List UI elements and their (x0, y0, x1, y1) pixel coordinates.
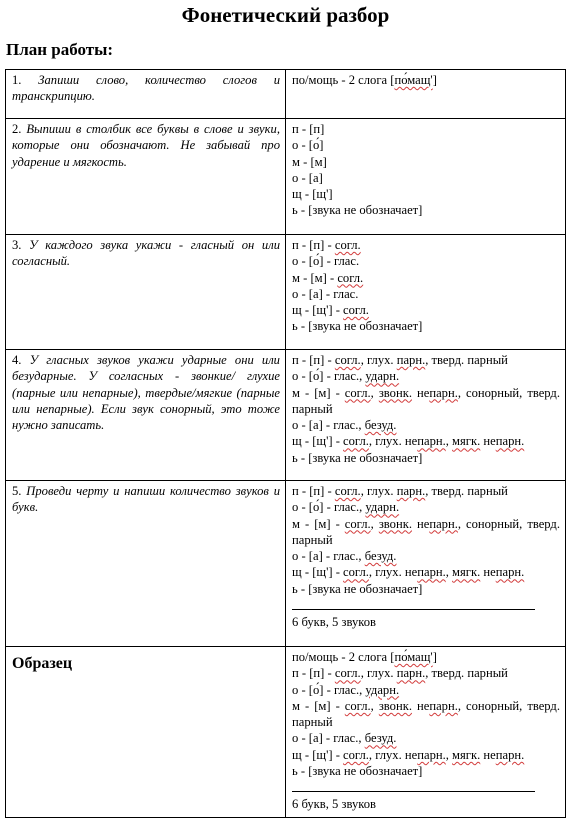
answer-line: м - [м] - согл., звонк. непарн., сонорный, тверд. парный (292, 516, 560, 547)
task-number: 3. (12, 238, 22, 252)
answer-line: о - [а] (292, 170, 323, 185)
answer-line: о - [а] - глас., безуд. (292, 418, 397, 433)
task-text: У гласных звуков укажи ударные они или безударные. У согласных - звонкие/ глухие (парные или непарные), твердые/мягкие (парные или непарные). Если звук сонорный, это тоже нужно записать. (12, 353, 280, 433)
answer-line: ь - [звука не обозначает] (292, 450, 423, 465)
table-row (6, 647, 566, 818)
task-cell (6, 119, 286, 235)
answer-line: ь - [звука не обозначает] (292, 581, 423, 596)
task-text: Выпиши в столбик все буквы в слове и звуки, которые они обозначают. Не забывай про ударение и мягкость. (12, 122, 280, 169)
page-title: Фонетический разбор (181, 3, 390, 27)
answer-line: ь - [звука не обозначает] (292, 319, 423, 334)
answer-line: п - [п] - согл. (292, 238, 361, 252)
answer-line: о - [о́] - глас. (292, 254, 360, 269)
answer-cell (286, 350, 566, 481)
task-number: 2. (12, 122, 22, 136)
answer-line: п - [п] - согл., глух. парн., тверд. парный (292, 666, 508, 681)
answer-line: щ - [щ'] - согл., глух. непарн., мягк. непарн. (292, 434, 525, 449)
answer-line: о - [о́] - глас., ударн. (292, 682, 400, 697)
answer-line: о - [а] - глас. (292, 286, 359, 301)
summary-line: 6 букв, 5 звуков (292, 615, 376, 630)
answer-line: по/мощь - 2 слога [по́мащ'] (292, 73, 437, 87)
answer-line: м - [м] - согл., звонк. непарн., сонорный, тверд. парный (292, 385, 560, 416)
answer-line: щ - [щ'] - согл. (292, 303, 369, 318)
task-number: 5. (12, 484, 22, 498)
answer-cell (286, 647, 566, 818)
answer-line: щ - [щ'] (292, 187, 333, 202)
divider-line (292, 779, 535, 792)
answer-line: ь - [звука не обозначает] (292, 764, 423, 779)
table-row (6, 70, 566, 119)
answer-line: о - [о́] - глас., ударн. (292, 369, 400, 384)
plan-heading: План работы: (6, 40, 114, 59)
summary-line: 6 букв, 5 звуков (292, 797, 376, 812)
task-cell (6, 235, 286, 350)
task-number: 4. (12, 353, 22, 367)
answer-line: о - [о́] - глас., ударн. (292, 500, 400, 515)
answer-cell (286, 70, 566, 119)
answer-line: ь - [звука не обозначает] (292, 203, 423, 218)
task-text: Запиши слово, количество слогов и транскрипцию. (12, 73, 281, 104)
answer-line: п - [п] (292, 122, 325, 136)
sample-label: Образец (12, 655, 73, 672)
answer-line: м - [м] - согл. (292, 270, 364, 285)
table-row (6, 350, 566, 481)
answer-line: п - [п] - согл., глух. парн., тверд. парный (292, 484, 508, 498)
answer-line: о - [а] - глас., безуд. (292, 549, 397, 564)
divider-line (292, 597, 535, 610)
task-text: Проведи черту и напиши количество звуков и букв. (12, 484, 280, 515)
answer-cell (286, 119, 566, 235)
answer-line: щ - [щ'] - согл., глух. непарн., мягк. непарн. (292, 565, 525, 580)
answer-line: о - [а] - глас., безуд. (292, 731, 397, 746)
answer-line: о - [о́] (292, 138, 324, 153)
answer-cell (286, 481, 566, 647)
table-row (6, 119, 566, 235)
task-cell (6, 70, 286, 119)
answer-line: щ - [щ'] - согл., глух. непарн., мягк. непарн. (292, 747, 525, 762)
task-number: 1. (12, 73, 22, 87)
plan-table (5, 69, 566, 818)
task-cell (6, 350, 286, 481)
table-row (6, 481, 566, 647)
task-text: У каждого звука укажи - гласный он или согласный. (12, 238, 280, 269)
answer-line: по/мощь - 2 слога [по́мащ'] (292, 650, 437, 664)
table-row (6, 235, 566, 350)
answer-line: м - [м] - согл., звонк. непарн., сонорный, тверд. парный (292, 698, 560, 730)
answer-line: м - [м] (292, 154, 327, 169)
task-cell (6, 481, 286, 647)
sample-label-cell (6, 647, 286, 818)
answer-line: п - [п] - согл., глух. парн., тверд. парный (292, 353, 508, 367)
answer-cell (286, 235, 566, 350)
